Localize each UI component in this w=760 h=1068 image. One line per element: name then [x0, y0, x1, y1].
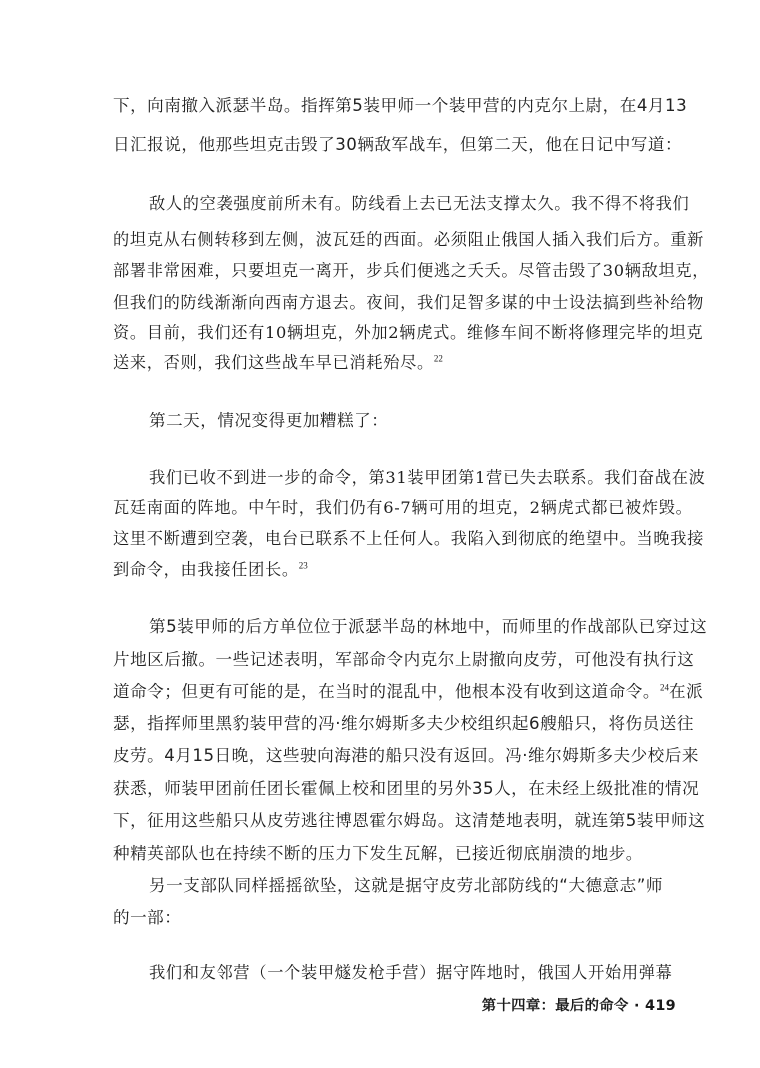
body-line: 道命令；但更有可能的是，在当时的混乱中，他根本没有收到这道命令。$^{24}$在派	[113, 682, 704, 701]
quote-line: 敌人的空袭强度前所未有。防线看上去已无法支撑太久。我不得不将我们	[149, 194, 690, 213]
quote-line: 到命令，由我接任团长。$^{23}$	[113, 560, 308, 579]
body-line: 第二天，情况变得更加糟糕了：	[149, 411, 389, 430]
footnote-marker: 24	[660, 682, 669, 693]
body-line: 第5装甲师的后方单位位于派瑟半岛的林地中，而师里的作战部队已穿过这	[149, 617, 708, 636]
page-footer: 第十四章：最后的命令 · 419	[481, 998, 676, 1014]
quote-line: 送来，否则，我们这些战车早已消耗殆尽。$^{22}$	[113, 353, 443, 372]
body-line: 另一支部队同样摇摇欲坠，这就是据守皮劳北部防线的“大德意志”师	[149, 876, 663, 895]
quote-line: 我们和友邻营（一个装甲燧发枪手营）据守阵地时，俄国人开始用弹幕	[149, 963, 673, 982]
body-line: 下，向南撤入派瑟半岛。指挥第5装甲师一个装甲营的内克尔上尉，在4月13	[113, 96, 688, 115]
quote-line: 的坦克从右侧转移到左侧，波瓦廷的西面。必须阻止俄国人插入我们后方。重新	[113, 230, 705, 249]
quote-line: 部署非常困难，只要坦克一离开，步兵们便逃之夭夭。尽管击毁了30辆敌坦克，	[113, 261, 710, 280]
quote-line: 这里不断遭到空袭，电台已联系不上任何人。我陷入到彻底的绝望中。当晚我接	[113, 529, 705, 548]
body-line: 瑟，指挥师里黑豹装甲营的冯·维尔姆斯多夫少校组织起6艘船只，将伤员送往	[113, 714, 694, 733]
body-line: 日汇报说，他那些坦克击毁了30辆敌军战车，但第二天，他在日记中写道：	[113, 135, 683, 154]
body-line: 下，征用这些船只从皮劳逃往博恩霍尔姆岛。这清楚地表明，就连第5装甲师这	[113, 811, 706, 830]
quote-line: 资。目前，我们还有10辆坦克，外加2辆虎式。维修车间不断将修理完毕的坦克	[113, 323, 704, 342]
body-line: 的一部：	[113, 908, 182, 927]
footnote-marker: 22	[433, 353, 443, 364]
quote-line: 瓦廷南面的阵地。中午时，我们仍有6-7辆可用的坦克，2辆虎式都已被炸毁。	[113, 498, 693, 517]
footnote-marker: 23	[298, 560, 308, 571]
quote-line: 但我们的防线渐渐向西南方退去。夜间，我们足智多谋的中士设法搞到些补给物	[113, 293, 705, 312]
quote-line: 我们已收不到进一步的命令，第31装甲团第1营已失去联系。我们奋战在波	[149, 468, 706, 487]
body-line: 皮劳。4月15日晚，这些驶向海港的船只没有返回。冯·维尔姆斯多夫少校后来	[113, 746, 699, 765]
body-line: 种精英部队也在持续不断的压力下发生瓦解，已接近彻底崩溃的地步。	[113, 844, 643, 863]
body-line: 片地区后撤。一些记述表明，军部命令内克尔上尉撤向皮劳，可他没有执行这	[113, 650, 695, 669]
body-line: 获悉，师装甲团前任团长霍佩上校和团里的另外35人，在未经上级批准的情况	[113, 779, 700, 798]
